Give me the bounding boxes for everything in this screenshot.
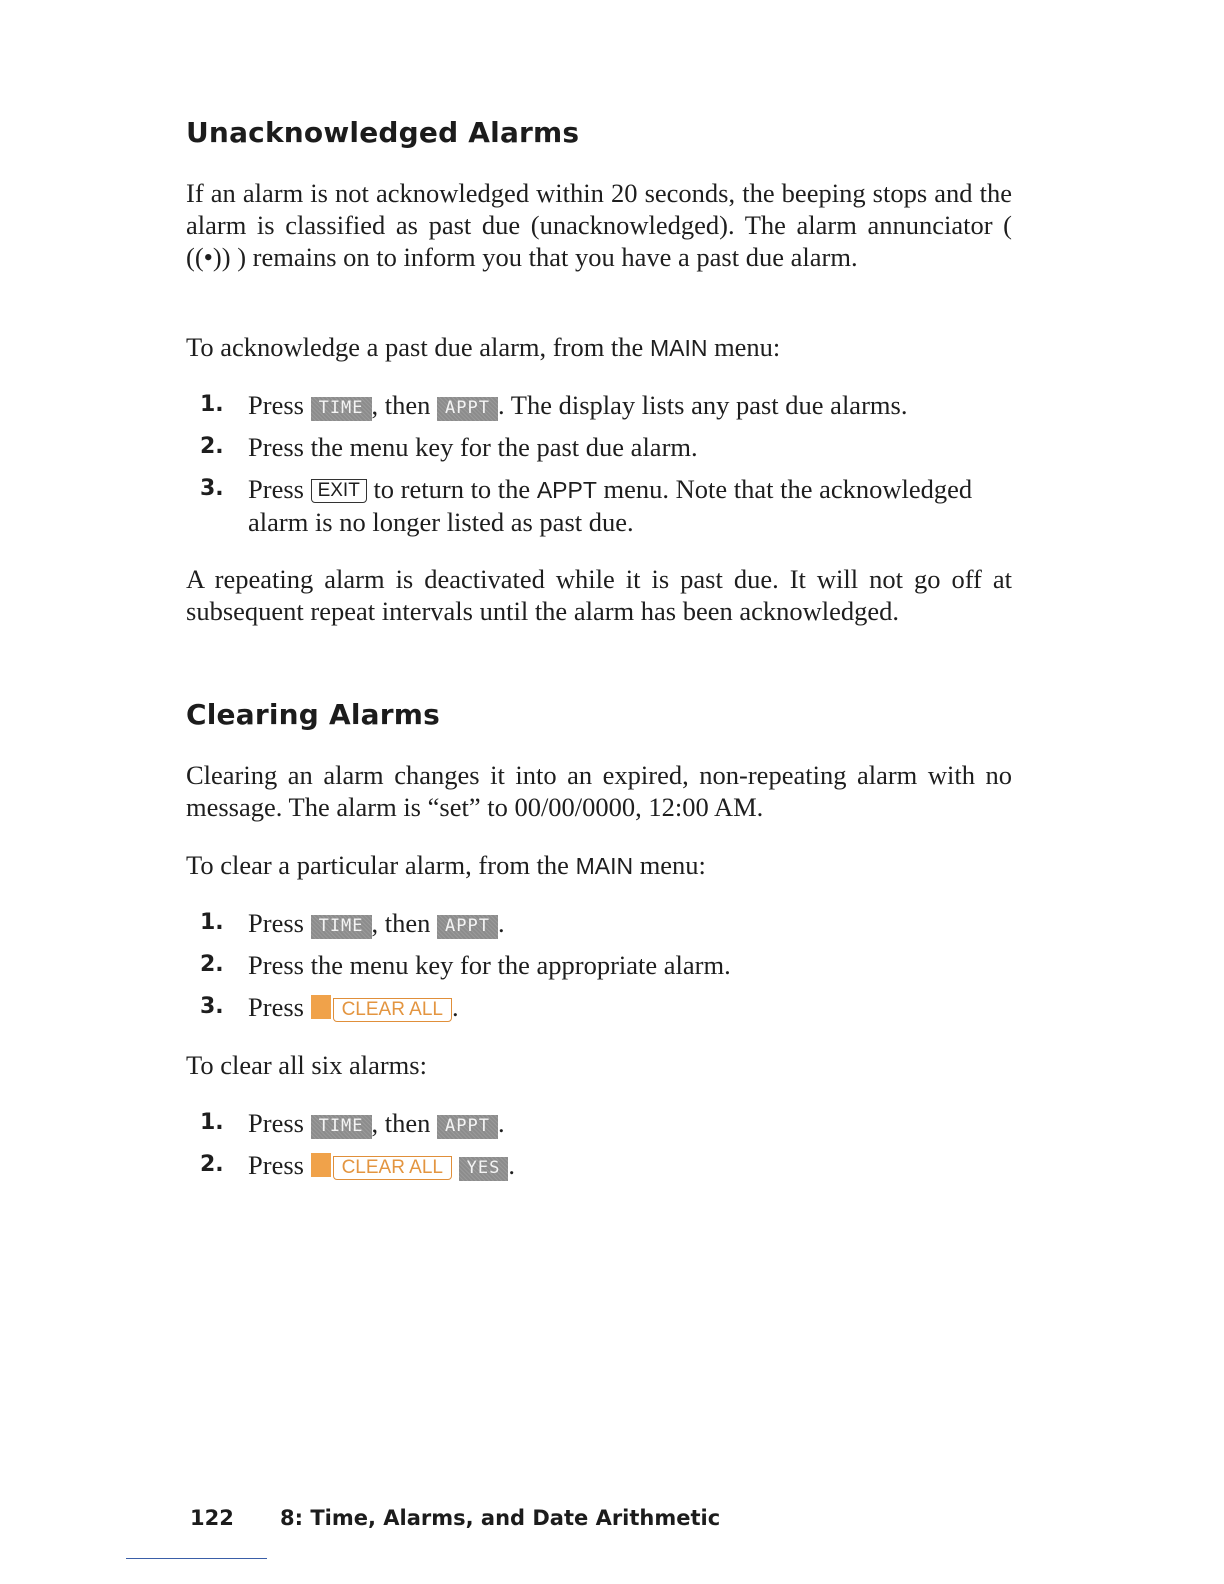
page-number: 122 bbox=[190, 1506, 234, 1530]
paragraph-instruction bbox=[186, 849, 1012, 882]
paragraph-intro: If an alarm is not acknowledged within 20 seconds, the beeping stops and the alarm is classified as past due (unacknowledged). The alarm annunciator ( ((•)) ) remains on to inform you that you have a past due alarm. bbox=[186, 178, 1012, 272]
text: . bbox=[508, 1150, 515, 1180]
text: . bbox=[497, 908, 505, 938]
footer-rule bbox=[126, 1558, 267, 1559]
clear-all-key: CLEAR ALL bbox=[333, 1156, 452, 1180]
text: Press bbox=[248, 390, 311, 420]
appt-softkey: APPT bbox=[437, 397, 498, 421]
text: Press the menu key for the appropriate alarm. bbox=[248, 950, 731, 980]
text: . The display lists any past due alarms. bbox=[497, 390, 908, 420]
paragraph-clearing: Clearing an alarm changes it into an expired, non-repeating alarm with no message. The alarm is “set” to 00/00/0000, 12:00 AM. bbox=[186, 760, 1012, 822]
text: Press bbox=[248, 1150, 311, 1180]
step-number: 1. bbox=[200, 392, 224, 417]
steps-list-clear-one bbox=[200, 907, 1012, 1033]
text: menu: bbox=[633, 850, 706, 880]
list-item bbox=[200, 907, 1012, 939]
text: To acknowledge a past due alarm, from the bbox=[186, 332, 650, 362]
list-item bbox=[200, 949, 1012, 981]
steps-list-clear-all bbox=[200, 1107, 1012, 1191]
list-item bbox=[200, 431, 1012, 463]
clear-all-key: CLEAR ALL bbox=[333, 998, 452, 1022]
steps-list-acknowledge bbox=[200, 389, 1012, 548]
menu-name: MAIN bbox=[649, 335, 708, 361]
menu-name: MAIN bbox=[575, 853, 634, 879]
time-softkey: TIME bbox=[311, 1115, 372, 1139]
list-item bbox=[200, 991, 1012, 1023]
step-number: 2. bbox=[200, 1152, 224, 1177]
paragraph-instruction bbox=[186, 331, 1012, 364]
list-item bbox=[200, 473, 1012, 538]
text: . bbox=[497, 1108, 505, 1138]
step-number: 3. bbox=[200, 994, 224, 1019]
list-item bbox=[200, 1149, 1012, 1181]
text: menu. Note that the acknowledged alarm is no longer listed as past due. bbox=[248, 474, 973, 537]
text: to return to the bbox=[366, 474, 537, 504]
menu-name: APPT bbox=[536, 477, 597, 503]
time-softkey: TIME bbox=[311, 397, 372, 421]
section-heading-unacknowledged: Unacknowledged Alarms bbox=[186, 116, 580, 149]
yes-softkey: YES bbox=[459, 1157, 509, 1181]
step-number: 2. bbox=[200, 434, 224, 459]
text: menu: bbox=[707, 332, 781, 362]
list-item bbox=[200, 389, 1012, 421]
text: Press bbox=[248, 474, 311, 504]
shift-key-icon bbox=[311, 1153, 331, 1177]
page-footer bbox=[190, 1506, 720, 1530]
paragraph-repeating: A repeating alarm is deactivated while it is past due. It will not go off at subsequent repeat intervals until the alarm has been acknowledged. bbox=[186, 564, 1012, 626]
text: Press bbox=[248, 1108, 311, 1138]
step-number: 3. bbox=[200, 476, 224, 501]
text: , then bbox=[371, 1108, 438, 1138]
text: Press bbox=[248, 908, 311, 938]
text: Press the menu key for the past due alarm. bbox=[248, 432, 698, 462]
exit-key: EXIT bbox=[311, 479, 367, 503]
chapter-title: 8: Time, Alarms, and Date Arithmetic bbox=[280, 1506, 721, 1530]
text: Press bbox=[248, 992, 311, 1022]
text: , then bbox=[371, 908, 438, 938]
section-heading-clearing: Clearing Alarms bbox=[186, 698, 440, 731]
step-number: 2. bbox=[200, 952, 224, 977]
text: To clear a particular alarm, from the bbox=[186, 850, 576, 880]
shift-key-icon bbox=[311, 995, 331, 1019]
appt-softkey: APPT bbox=[437, 915, 498, 939]
text: . bbox=[451, 992, 459, 1022]
list-item bbox=[200, 1107, 1012, 1139]
time-softkey: TIME bbox=[311, 915, 372, 939]
step-number: 1. bbox=[200, 1110, 224, 1135]
appt-softkey: APPT bbox=[437, 1115, 498, 1139]
step-number: 1. bbox=[200, 910, 224, 935]
paragraph-clear-all: To clear all six alarms: bbox=[186, 1050, 427, 1080]
text: , then bbox=[371, 390, 438, 420]
